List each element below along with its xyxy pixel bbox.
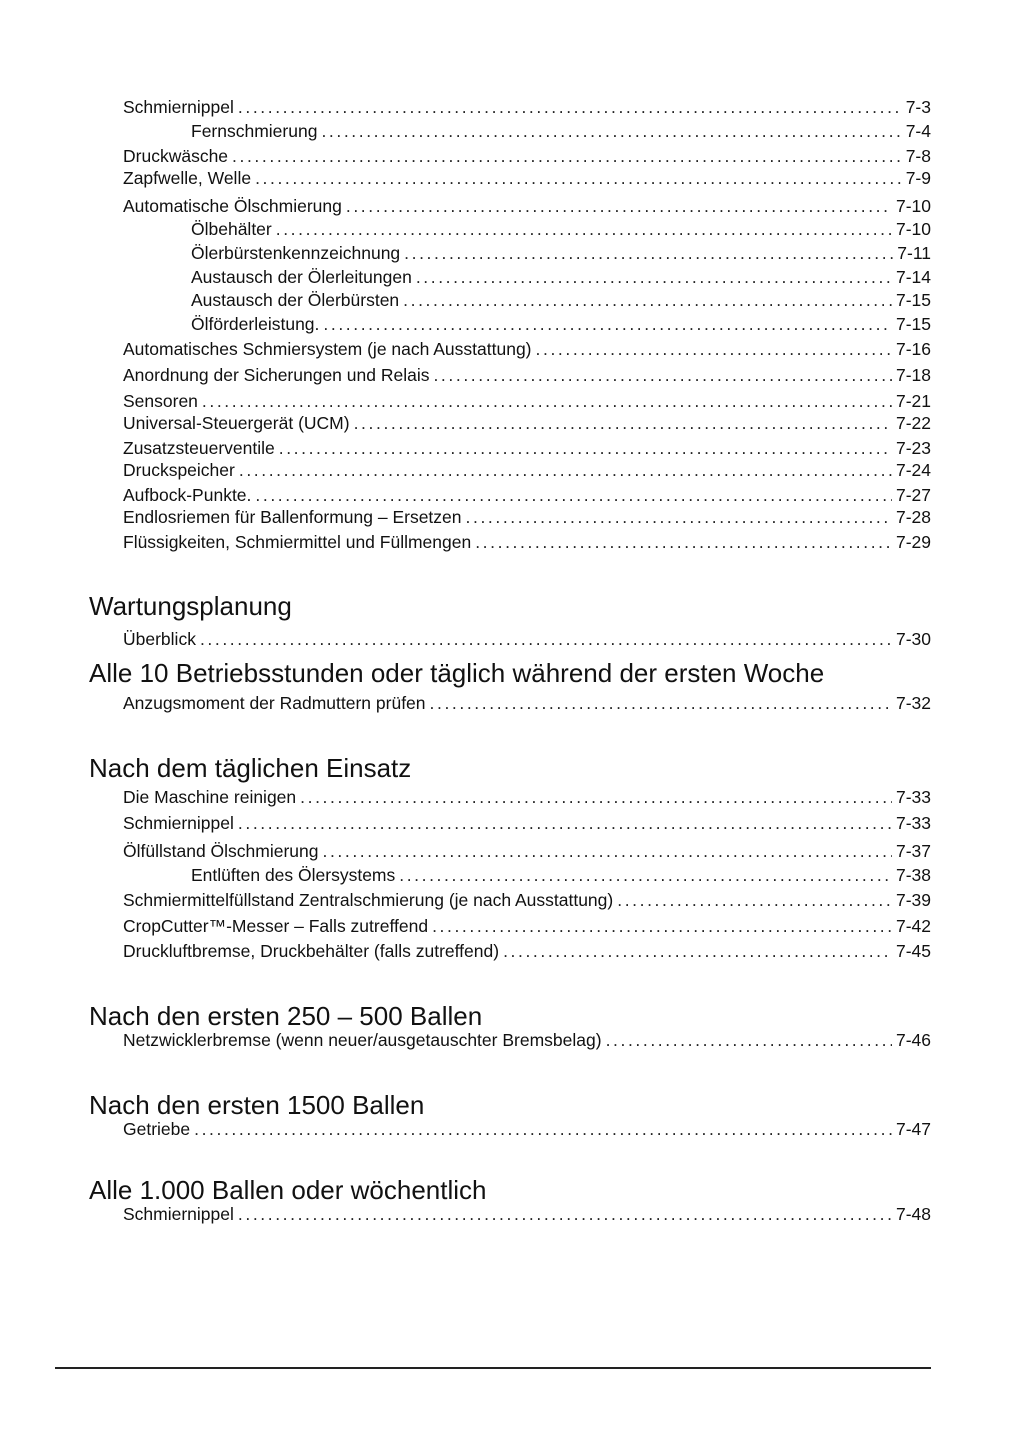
toc-entry[interactable] <box>123 412 931 434</box>
toc-page-number: 7-22 <box>895 413 931 433</box>
toc-entry-label: Zusatzsteuerventile <box>123 438 275 458</box>
toc-leader-dots <box>239 459 892 481</box>
toc-entry[interactable] <box>123 364 931 386</box>
toc-page-number: 7-30 <box>895 629 931 649</box>
toc-entry[interactable] <box>123 506 931 528</box>
toc-entry[interactable] <box>123 96 931 118</box>
toc-leader-dots <box>238 96 902 118</box>
toc-entry[interactable] <box>123 692 931 714</box>
section-heading: Alle 1.000 Ballen oder wöchentlich <box>89 1175 487 1205</box>
toc-entry-label: Druckwäsche <box>123 146 229 166</box>
section-heading: Nach den ersten 1500 Ballen <box>89 1090 425 1120</box>
toc-entry[interactable] <box>191 313 931 335</box>
toc-entry-label: Ölfüllstand Ölschmierung <box>123 841 319 861</box>
toc-page-number: 7-33 <box>895 787 931 807</box>
toc-page-number: 7-27 <box>895 485 931 505</box>
toc-entry-label: Überblick <box>123 629 196 649</box>
toc-entry-label: Druckluftbremse, Druckbehälter (falls zutreffend) <box>123 941 500 961</box>
toc-leader-dots <box>430 692 892 714</box>
toc-page-number: 7-15 <box>895 290 931 310</box>
toc-leader-dots <box>323 313 892 335</box>
toc-page-number: 7-33 <box>895 813 931 833</box>
toc-entry-label: Austausch der Ölerleitungen <box>191 267 412 287</box>
toc-entry[interactable] <box>123 915 931 937</box>
section-heading: Nach den ersten 250 – 500 Ballen <box>89 1001 483 1031</box>
toc-entry[interactable] <box>123 167 931 189</box>
toc-page-number: 7-21 <box>895 391 931 411</box>
toc-leader-dots <box>399 864 892 886</box>
toc-leader-dots <box>503 940 892 962</box>
toc-entry-label: Schmiernippel <box>123 1204 234 1224</box>
toc-entry-label: Anordnung der Sicherungen und Relais <box>123 365 430 385</box>
toc-entry-label: Entlüften des Ölersystems <box>191 865 396 885</box>
toc-entry-label: Austausch der Ölerbürsten <box>191 290 400 310</box>
toc-page-number: 7-48 <box>895 1204 931 1224</box>
toc-entry[interactable] <box>123 1118 931 1140</box>
toc-entry[interactable] <box>123 484 931 506</box>
toc-page-number: 7-45 <box>895 941 931 961</box>
toc-leader-dots <box>276 218 892 240</box>
toc-entry[interactable] <box>123 940 931 962</box>
section-heading: Alle 10 Betriebsstunden oder täglich während der ersten Woche <box>89 658 825 688</box>
toc-entry[interactable] <box>123 628 931 650</box>
toc-page-number: 7-10 <box>895 219 931 239</box>
toc-leader-dots <box>404 242 893 264</box>
section-heading: Wartungsplanung <box>89 591 292 621</box>
toc-page-number: 7-4 <box>905 121 931 141</box>
toc-page-number: 7-42 <box>895 916 931 936</box>
toc-page-number: 7-32 <box>895 693 931 713</box>
toc-leader-dots <box>346 195 892 217</box>
toc-entry-label: Automatische Ölschmierung <box>123 196 342 216</box>
toc-page-number: 7-46 <box>895 1030 931 1050</box>
toc-page-number: 7-14 <box>895 267 931 287</box>
toc-leader-dots <box>194 1118 892 1140</box>
toc-entry-label: Anzugsmoment der Radmuttern prüfen <box>123 693 426 713</box>
toc-entry-label: Getriebe <box>123 1119 191 1139</box>
toc-page-number: 7-47 <box>895 1119 931 1139</box>
toc-entry-label: Netzwicklerbremse (wenn neuer/ausgetauschter Bremsbelag) <box>123 1030 602 1050</box>
toc-entry[interactable] <box>123 889 931 911</box>
toc-entry[interactable] <box>191 120 931 142</box>
toc-entry-label: Ölbehälter <box>191 219 272 239</box>
toc-page-number: 7-18 <box>895 365 931 385</box>
toc-entry[interactable] <box>123 1029 931 1051</box>
toc-entry-label: Flüssigkeiten, Schmiermittel und Füllmengen <box>123 532 472 552</box>
toc-entry-label: Endlosriemen für Ballenformung – Ersetzen <box>123 507 462 527</box>
toc-entry-label: Ölförderleistung. <box>191 314 320 334</box>
toc-entry[interactable] <box>123 786 931 808</box>
toc-entry-label: Druckspeicher <box>123 460 235 480</box>
toc-leader-dots <box>416 266 892 288</box>
toc-entry[interactable] <box>191 218 931 240</box>
toc-leader-dots <box>300 786 892 808</box>
toc-entry-label: Ölerbürstenkennzeichnung <box>191 243 401 263</box>
toc-leader-dots <box>238 1203 892 1225</box>
toc-leader-dots <box>536 338 892 360</box>
toc-page-number: 7-15 <box>895 314 931 334</box>
toc-page-number: 7-16 <box>895 339 931 359</box>
toc-page-number: 7-11 <box>897 243 931 263</box>
toc-entry[interactable] <box>123 531 931 553</box>
toc-entry[interactable] <box>123 437 931 459</box>
toc-leader-dots <box>617 889 892 911</box>
toc-entry[interactable] <box>123 145 931 167</box>
toc-page-number: 7-23 <box>895 438 931 458</box>
toc-entry-label: Die Maschine reinigen <box>123 787 297 807</box>
toc-page-number: 7-39 <box>895 890 931 910</box>
toc-leader-dots <box>238 812 892 834</box>
toc-leader-dots <box>606 1029 892 1051</box>
toc-leader-dots <box>403 289 892 311</box>
toc-page-number: 7-10 <box>895 196 931 216</box>
toc-entry-label: Schmiernippel <box>123 813 234 833</box>
toc-page-number: 7-29 <box>895 532 931 552</box>
toc-entry[interactable] <box>191 864 931 886</box>
toc-entry[interactable] <box>191 242 931 264</box>
toc-leader-dots <box>432 915 892 937</box>
toc-entry[interactable] <box>191 266 931 288</box>
toc-leader-dots <box>202 390 892 412</box>
toc-entry-label: Zapfwelle, Welle <box>123 168 252 188</box>
toc-entry-label: Automatisches Schmiersystem (je nach Ausstattung) <box>123 339 532 359</box>
toc-leader-dots <box>321 120 901 142</box>
toc-leader-dots <box>200 628 892 650</box>
section-heading: Nach dem täglichen Einsatz <box>89 753 412 783</box>
toc-leader-dots <box>279 437 892 459</box>
toc-entry[interactable] <box>191 289 931 311</box>
toc-entry-label: Sensoren <box>123 391 198 411</box>
toc-entry-label: Universal-Steuergerät (UCM) <box>123 413 350 433</box>
toc-page-number: 7-38 <box>895 865 931 885</box>
toc-entry-label: Aufbock-Punkte. <box>123 485 252 505</box>
toc-page-number: 7-24 <box>895 460 931 480</box>
toc-entry[interactable] <box>123 459 931 481</box>
toc-leader-dots <box>255 167 902 189</box>
toc-entry-label: Schmiermittelfüllstand Zentralschmierung (je nach Ausstattung) <box>123 890 614 910</box>
toc-entry[interactable] <box>123 390 931 412</box>
toc-leader-dots <box>475 531 892 553</box>
toc-entry[interactable] <box>123 338 931 360</box>
toc-entry-label: Fernschmierung <box>191 121 318 141</box>
toc-leader-dots <box>323 840 892 862</box>
toc-page-number: 7-28 <box>895 507 931 527</box>
toc-entry-label: CropCutter™-Messer – Falls zutreffend <box>123 916 429 936</box>
toc-entry[interactable] <box>123 195 931 217</box>
toc-entry[interactable] <box>123 1203 931 1225</box>
toc-leader-dots <box>255 484 892 506</box>
toc-page-number: 7-3 <box>905 97 931 117</box>
toc-page-number: 7-37 <box>895 841 931 861</box>
toc-page-number: 7-8 <box>905 146 931 166</box>
toc-leader-dots <box>354 412 892 434</box>
toc-entry[interactable] <box>123 840 931 862</box>
toc-page-number: 7-9 <box>905 168 931 188</box>
toc-leader-dots <box>433 364 892 386</box>
toc-leader-dots <box>466 506 892 528</box>
toc-entry[interactable] <box>123 812 931 834</box>
toc-leader-dots <box>232 145 902 167</box>
footer-divider <box>55 1367 931 1369</box>
toc-entry-label: Schmiernippel <box>123 97 234 117</box>
